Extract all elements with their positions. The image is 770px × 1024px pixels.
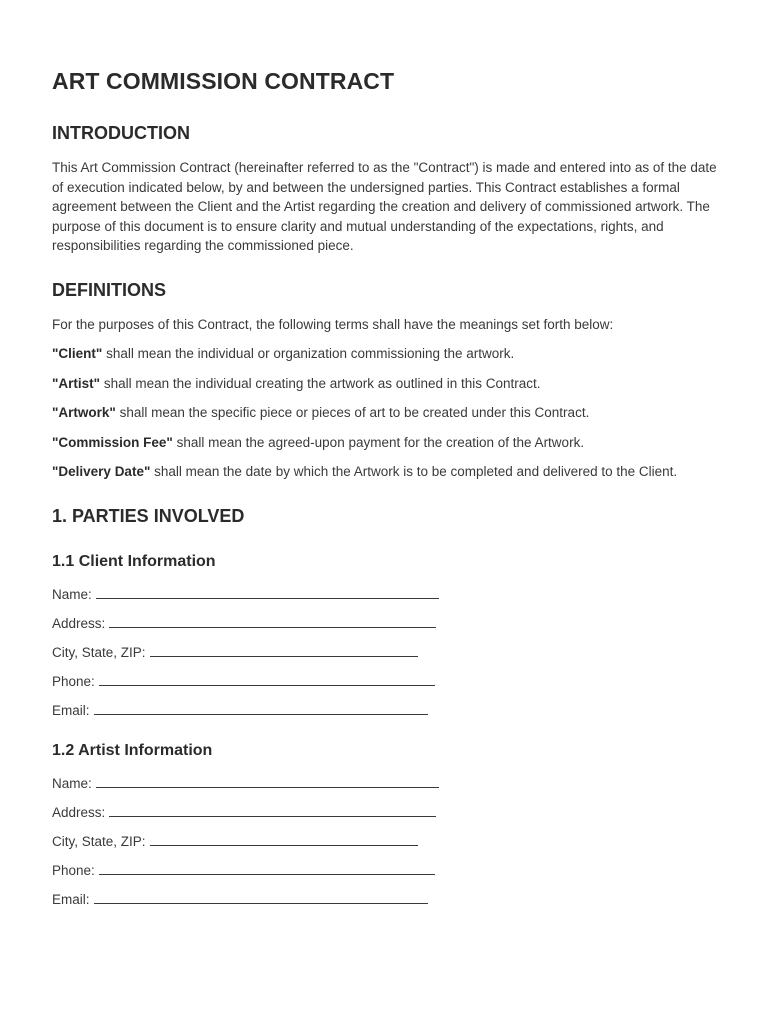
artist-name-field (52, 774, 718, 794)
client-address-blank[interactable] (109, 614, 436, 628)
artist-email-field (52, 890, 718, 910)
field-label: City, State, ZIP: (52, 834, 146, 849)
artist-address-blank[interactable] (109, 803, 436, 817)
introduction-heading: INTRODUCTION (52, 123, 190, 143)
artist-name-blank[interactable] (96, 774, 439, 788)
client-email-field (52, 701, 718, 721)
field-label: Address: (52, 805, 106, 820)
definition-term: "Commission Fee" (52, 434, 173, 450)
field-label: Phone: (52, 673, 95, 689)
client-name-blank[interactable] (96, 585, 439, 599)
artist-city-state-zip-blank[interactable] (150, 832, 418, 846)
definition-term: "Delivery Date" (52, 464, 151, 479)
definition-meaning: shall mean the agreed-upon payment for the creation of the Artwork. (172, 434, 585, 450)
client-phone-blank[interactable] (99, 672, 435, 686)
artist-email-blank[interactable] (94, 890, 428, 904)
field-label: City, State, ZIP: (52, 644, 146, 660)
field-label: Email: (52, 892, 90, 907)
definition-item (52, 403, 718, 423)
introduction-text: This Art Commission Contract (hereinafter referred to as the "Contract") is made and entered into as of the date of execution indicated below, by and between the undersigned parties. This Contract establishes a formal agreement between the Client and the Artist regarding the creation and delivery of commissioned artwork. The purpose of this document is to ensure clarity and mutual understanding of the expectations, rights, and responsibilities regarding the commissioned piece. (52, 160, 717, 253)
definition-term: "Artwork" (52, 405, 116, 420)
artist-phone-field (52, 861, 718, 881)
field-label: Address: (52, 615, 106, 631)
definition-item (52, 344, 718, 364)
definition-meaning: shall mean the individual creating the artwork as outlined in this Contract. (100, 375, 541, 391)
field-label: Email: (52, 702, 90, 718)
parties-heading: 1. PARTIES INVOLVED (52, 505, 245, 526)
client-address-field (52, 614, 718, 634)
definition-meaning: shall mean the date by which the Artwork is to be completed and delivered to the Client. (150, 464, 678, 479)
client-email-blank[interactable] (94, 701, 428, 715)
artist-phone-blank[interactable] (99, 861, 435, 875)
artist-city-state-zip-field (52, 832, 718, 852)
field-label: Name: (52, 776, 92, 791)
document-title: ART COMMISSION CONTRACT (52, 68, 395, 94)
definitions-lead: For the purposes of this Contract, the following terms shall have the meanings set forth below: (52, 316, 614, 332)
artist-address-field (52, 803, 718, 823)
definition-term: "Client" (52, 346, 103, 361)
client-city-state-zip-field (52, 643, 718, 663)
field-label: Phone: (52, 863, 95, 878)
definition-meaning: shall mean the individual or organization commissioning the artwork. (102, 346, 515, 361)
client-city-state-zip-blank[interactable] (150, 643, 418, 657)
client-name-field (52, 585, 718, 605)
definitions-heading: DEFINITIONS (52, 279, 167, 300)
definition-item (52, 462, 718, 482)
definition-term: "Artist" (52, 375, 101, 391)
client-phone-field (52, 672, 718, 692)
client-info-heading: 1.1 Client Information (52, 552, 216, 570)
definition-meaning: shall mean the specific piece or pieces of art to be created under this Contract. (115, 405, 590, 420)
definition-item (52, 374, 718, 394)
artist-info-heading: 1.2 Artist Information (52, 742, 213, 759)
definition-item (52, 433, 718, 453)
field-label: Name: (52, 586, 92, 602)
